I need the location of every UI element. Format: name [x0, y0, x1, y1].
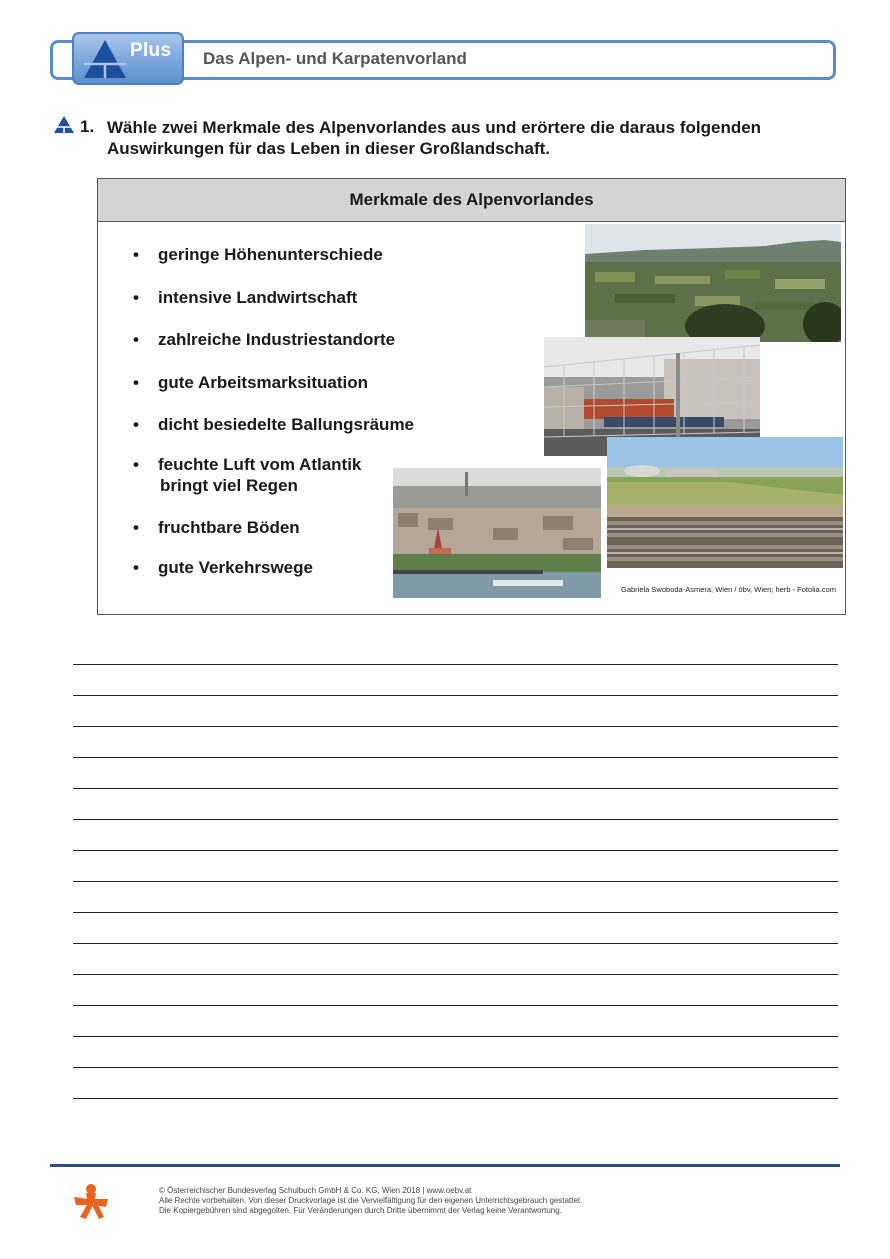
writing-line[interactable]	[73, 1036, 838, 1037]
footer-copyright	[159, 1186, 582, 1216]
writing-line[interactable]	[73, 695, 838, 696]
writing-line[interactable]	[73, 726, 838, 727]
footer-line-1: © Österreichischer Bundesverlag Schulbuch GmbH & Co. KG, Wien 2018 | www.oebv.at	[159, 1186, 472, 1195]
writing-line[interactable]	[73, 664, 838, 665]
writing-line[interactable]	[73, 788, 838, 789]
city-photo	[393, 468, 601, 598]
photo-credit: Gabriela Swoboda-Asmera, Wien / öbv, Wien; herb - Fotolia.com	[621, 585, 836, 594]
writing-line[interactable]	[73, 974, 838, 975]
page-title: Das Alpen- und Karpatenvorland	[203, 49, 467, 68]
publisher-logo-icon	[72, 1183, 110, 1221]
writing-line[interactable]	[73, 757, 838, 758]
footer-rule	[50, 1164, 840, 1167]
railway-photo	[607, 437, 843, 568]
task-number: 1.	[80, 117, 95, 136]
plus-badge	[72, 32, 184, 85]
pyramid-logo-icon	[80, 38, 130, 82]
task-pyramid-icon	[54, 116, 74, 134]
plus-label: Plus	[130, 40, 172, 61]
task-instruction: Wähle zwei Merkmale des Alpenvorlandes aus und erörtere die daraus folgenden Auswirkungen für das Leben in dieser Großlandschaft.	[107, 118, 762, 158]
writing-line[interactable]	[73, 819, 838, 820]
writing-line[interactable]	[73, 1098, 838, 1099]
writing-line[interactable]	[73, 943, 838, 944]
writing-line[interactable]	[73, 912, 838, 913]
landscape-photo	[585, 224, 841, 342]
writing-line[interactable]	[73, 1005, 838, 1006]
writing-line[interactable]	[73, 850, 838, 851]
writing-line[interactable]	[73, 1067, 838, 1068]
footer-line-2: Alle Rechte vorbehalten. Von dieser Druckvorlage ist die Vervielfältigung für den eigenen Unterrichtsgebrauch gestattet.	[159, 1196, 583, 1205]
writing-line[interactable]	[73, 881, 838, 882]
table-heading: Merkmale des Alpenvorlandes	[98, 179, 845, 222]
footer-line-3: Die Kopiergebühren sind abgegolten. Für Veränderungen durch Dritte übernimmt der Verlag keine Verantwortung.	[159, 1206, 562, 1215]
